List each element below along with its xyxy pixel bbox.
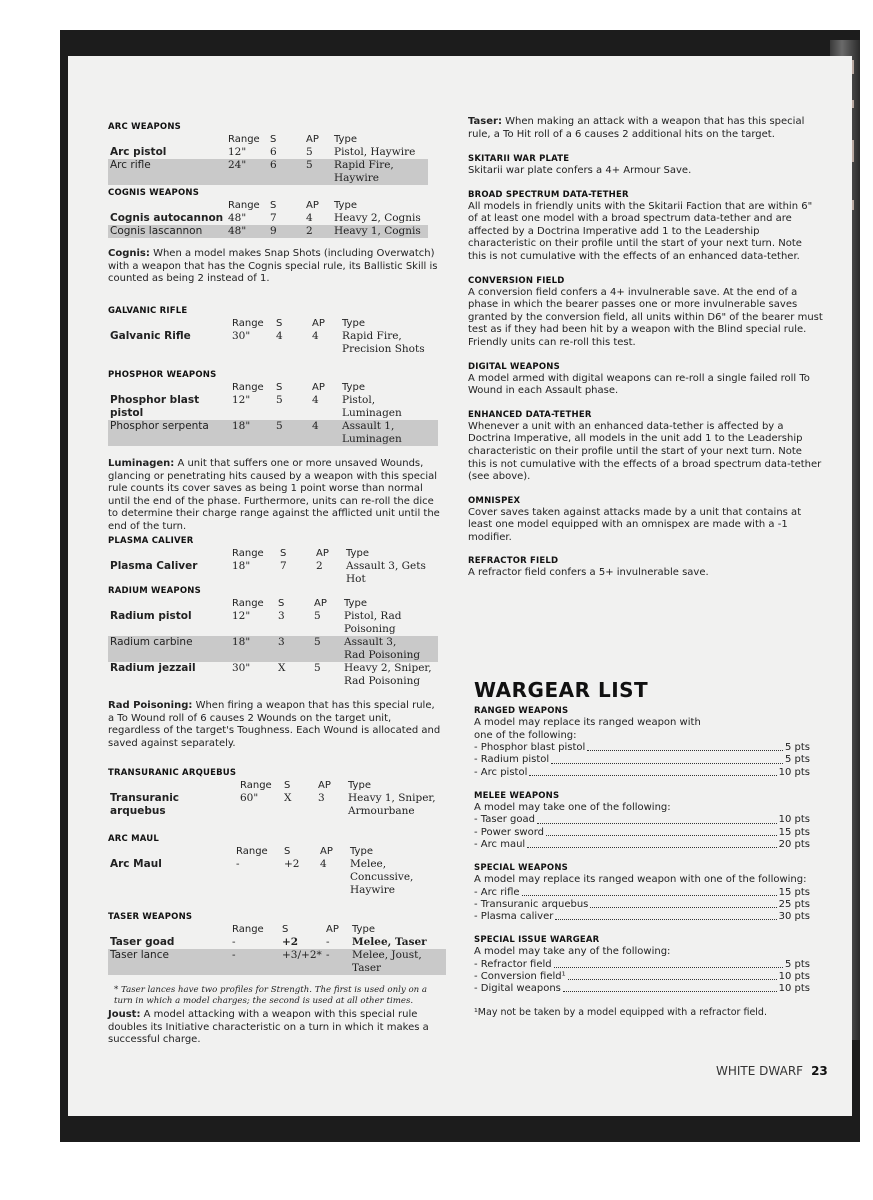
arc-weapons-section — [108, 122, 428, 185]
transuranic-arquebus-section — [108, 768, 446, 818]
weapon-table: Range S AP Type Galvanic Rifle 30" 4 4 Rapid Fire, Precision Shots — [108, 317, 438, 356]
table-row: Arc pistol 12" 6 5 Pistol, Haywire — [110, 146, 416, 158]
table-row: Arc rifle 24" 6 5 Rapid Fire, Haywire — [108, 159, 428, 185]
radium-weapons-section — [108, 586, 443, 750]
rule-item: OMNISPEX Cover saves taken against attacks made by a unit that contains at least one model equipped with an omnispex are made with a -1 modifier. — [468, 495, 802, 543]
wargear-title: WARGEAR LIST — [474, 678, 649, 702]
table-row: Radium carbine 18" 3 5 Assault 3, Rad Poisoning — [108, 636, 438, 662]
melee-weapons-group: MELEE WEAPONS A model may take one of the following: - Taser goad 10 pts - Power sword 15 pts - Arc maul 20 pts — [474, 790, 810, 850]
table-row: Plasma Caliver 18" 7 2 Assault 3, Gets Hot — [110, 560, 426, 585]
wargear-footnote: ¹May not be taken by a model equipped with a refractor field. — [474, 1007, 767, 1019]
special-weapons-group: SPECIAL WEAPONS A model may replace its ranged weapon with one of the following: - Arc rifle 15 pts - Transuranic arquebus 25 pts - Plasma caliver 30 pts — [474, 863, 810, 922]
galvanic-rifle-section — [108, 306, 438, 356]
list-item: - Transuranic arquebus 25 pts — [474, 898, 810, 910]
list-item: - Digital weapons 10 pts — [474, 983, 810, 995]
rule-item: REFRACTOR FIELD A refractor field confers a 5+ invulnerable save. — [468, 556, 709, 579]
list-item: - Conversion field¹ 10 pts — [474, 971, 810, 982]
rad-poisoning-rule: Rad Poisoning: When firing a weapon that has this special rule, a To Wound roll of 6 causes 2 Wounds on the target unit, regardless of the target's Toughness. Each Wound is allocated and saved against separately. — [108, 700, 441, 749]
section-heading: ARC WEAPONS — [108, 122, 181, 132]
section-heading: RADIUM WEAPONS — [108, 586, 201, 596]
list-item: - Taser goad 10 pts — [474, 814, 810, 826]
table-row: Phosphor blast pistol 12" 5 4 Pistol, Luminagen — [110, 394, 402, 419]
weapon-table: Range S AP Type Arc Maul - +2 4 Melee, Concussive, Haywire — [108, 845, 446, 897]
rule-item: SKITARII WAR PLATE Skitarii war plate confers a 4+ Armour Save. — [468, 154, 692, 176]
joust-rule: Joust: A model attacking with a weapon with this special rule doubles its Initiative characteristic on a turn in which it makes a successful charge. — [108, 1009, 429, 1046]
magazine-page — [68, 56, 852, 1116]
list-item: - Plasma caliver 30 pts — [474, 911, 810, 922]
special-rules-list — [468, 154, 823, 592]
table-row: Arc Maul - +2 4 Melee, Concussive, Haywire — [110, 858, 414, 896]
rule-item: BROAD SPECTRUM DATA-TETHER All models in friendly units with the Skitarii Faction that are within 6" of at least one model with a broad spectrum data-tether and are affected by a Doctrina Imperative add 1 to the Leadership characteristic on their profile until the start of your next turn. Note this is not cumulative with the effects of an enhanced data-tether. — [468, 189, 813, 262]
weapon-table: Range S AP Type Cognis autocannon 48" 7 4 Heavy 2, Cognis Cognis lascannon 48" 9 2 Heavy 1, Cognis — [108, 199, 428, 238]
taser-rule: Taser: When making an attack with a weapon that has this special rule, a To Hit roll of a 6 causes 2 additional hits on the target. — [468, 116, 805, 140]
phosphor-weapons-section — [108, 370, 443, 534]
page-footer — [716, 1064, 828, 1078]
table-row: Cognis autocannon 48" 7 4 Heavy 2, Cognis — [110, 212, 421, 224]
rule-item: ENHANCED DATA-TETHER Whenever a unit with an enhanced data-tether is affected by a Doctrina Imperative, all models in the unit add 1 to the Leadership characteristic on their profile until the start of your next turn. Note this is not cumulative with the effects of a broad spectrum data-tether (see above). — [468, 409, 822, 483]
table-row: Taser lance - +3/+2* - Melee, Joust, Taser — [108, 949, 446, 975]
table-row: Galvanic Rifle 30" 4 4 Rapid Fire, Precision Shots — [110, 330, 425, 355]
weapon-table: Range S AP Type Transuranic arquebus 60" X 3 Heavy 1, Sniper, Armourbane — [108, 779, 446, 818]
list-item: - Power sword 15 pts — [474, 826, 810, 838]
section-heading: PHOSPHOR WEAPONS — [108, 370, 217, 380]
taser-footnote: * Taser lances have two profiles for Strength. The first is used only on a turn in which a model charges; the second is used at all other times. — [114, 985, 428, 1006]
list-item: - Phosphor blast pistol 5 pts — [474, 742, 810, 754]
ranged-weapons-group: RANGED WEAPONS A model may replace its ranged weapon with one of the following: - Phosphor blast pistol 5 pts - Radium pistol 5 pts - Arc pistol 10 pts — [474, 706, 810, 778]
rule-item: CONVERSION FIELD A conversion field confers a 4+ invulnerable save. At the end of a phase in which the bearer passes one or more invulnerable saves granted by the conversion field, all units within D6" of the bearer must test as if they had been hit by a weapon with the Blind special rule. Friendly units can re-roll this test. — [468, 275, 823, 348]
cognis-rule: Cognis: When a model makes Snap Shots (including Overwatch) with a weapon that has the Cognis special rule, its Ballistic Skill is counted as being 2 instead of 1. — [108, 248, 438, 285]
list-item: - Arc rifle 15 pts — [474, 886, 810, 898]
arc-maul-section — [108, 834, 446, 897]
taser-weapons-section — [108, 912, 448, 1047]
list-item: - Arc maul 20 pts — [474, 838, 810, 850]
list-item: - Arc pistol 10 pts — [474, 766, 810, 778]
section-heading: GALVANIC RIFLE — [108, 306, 188, 316]
section-heading: PLASMA CALIVER — [108, 536, 194, 546]
weapon-table: Range S AP Type Arc pistol 12" 6 5 Pistol, Haywire Arc rifle 24" 6 5 Rapid Fire, Haywire — [108, 133, 428, 185]
table-row: Transuranic arquebus 60" X 3 Heavy 1, Sniper, Armourbane — [110, 792, 436, 817]
special-issue-wargear-group: SPECIAL ISSUE WARGEAR A model may take any of the following: - Refractor field 5 pts - Conversion field¹ 10 pts - Digital weapons 10 pts ¹May not be taken by a model equipped with a refractor field. — [474, 935, 810, 1019]
cognis-weapons-section — [108, 188, 443, 286]
section-heading: ARC MAUL — [108, 834, 160, 844]
plasma-caliver-section — [108, 536, 443, 586]
list-item: - Refractor field 5 pts — [474, 958, 810, 970]
wargear-list — [474, 678, 810, 1020]
weapon-table: Range S AP Type Phosphor blast pistol 12" 5 4 Pistol, Luminagen Phosphor serpenta 18" 5 4 Assault 1, Luminagen — [108, 381, 438, 446]
section-heading: TASER WEAPONS — [108, 912, 193, 922]
page-number: 23 — [811, 1064, 828, 1078]
table-row: Phosphor serpenta 18" 5 4 Assault 1, Luminagen — [108, 420, 438, 446]
weapon-table: Range S AP Type Radium pistol 12" 3 5 Pistol, Rad Poisoning Radium carbine 18" 3 5 Assault 3, Rad Poisoning Radium jezzail 30" X 5 Heavy 2, Sniper, Rad Poisoning — [108, 597, 438, 688]
rule-item: DIGITAL WEAPONS A model armed with digital weapons can re-roll a single failed roll To Wound in each Assault phase. — [468, 361, 810, 397]
table-row: Radium jezzail 30" X 5 Heavy 2, Sniper, Rad Poisoning — [110, 662, 432, 687]
section-heading: COGNIS WEAPONS — [108, 188, 200, 198]
table-row: Cognis lascannon 48" 9 2 Heavy 1, Cognis — [108, 225, 428, 238]
weapon-table: Range S AP Type Taser goad - +2 - Melee, Taser Taser lance - +3/+2* - Melee, Joust, Taser — [108, 923, 446, 975]
luminagen-rule: Luminagen: A unit that suffers one or more unsaved Wounds, glancing or penetrating hits caused by a weapon with this special rule counts its cover saves as being 1 point worse than normal until the end of the phase. Furthermore, units can re-roll the dice to determine their charge range against the afflicted unit until the end of the turn. — [108, 458, 440, 532]
weapon-table: Range S AP Type Plasma Caliver 18" 7 2 Assault 3, Gets Hot — [108, 547, 443, 586]
table-row: Taser goad - +2 - Melee, Taser — [110, 936, 427, 948]
section-heading: TRANSURANIC ARQUEBUS — [108, 768, 237, 778]
list-item: - Radium pistol 5 pts — [474, 754, 810, 766]
magazine-name: WHITE DWARF — [716, 1064, 804, 1078]
table-row: Radium pistol 12" 3 5 Pistol, Rad Poisoning — [110, 610, 402, 635]
